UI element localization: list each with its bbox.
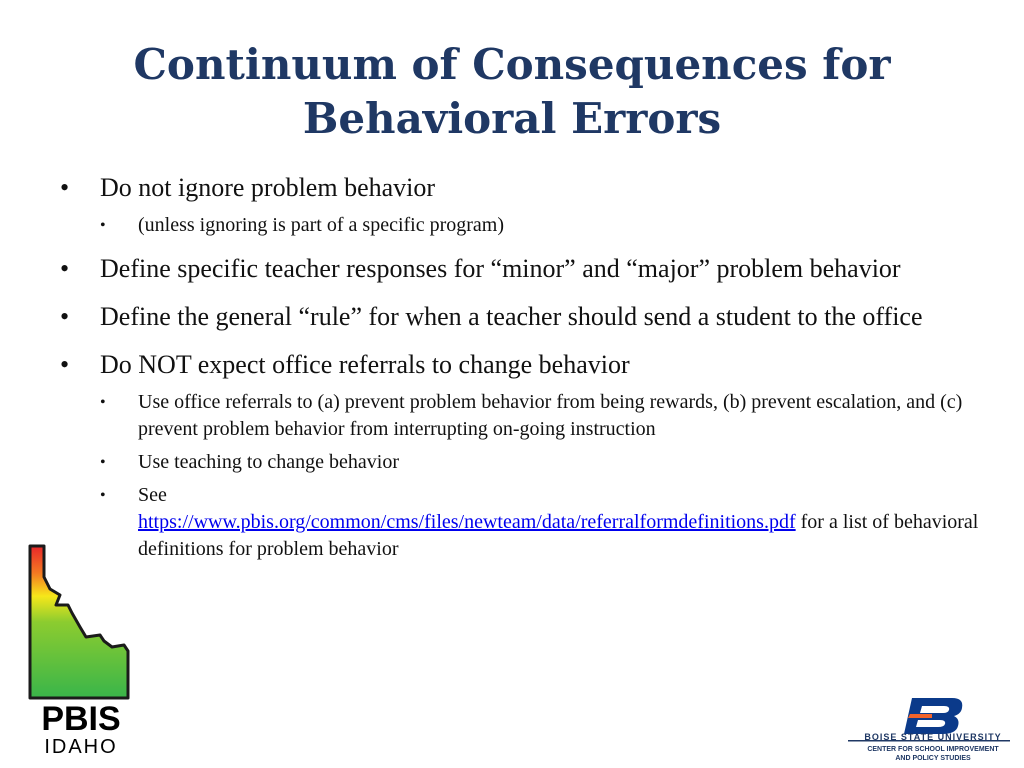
pbis-logo-text: PBIS	[41, 700, 121, 738]
sub-bullet-dot-icon: •	[100, 217, 106, 234]
bullet-text: Define specific teacher responses for “minor” and “major” problem behavior	[100, 254, 901, 283]
slide-title	[0, 38, 1024, 146]
bullet-text: Do NOT expect office referrals to change behavior	[100, 350, 630, 379]
bullet-dot-icon: •	[60, 254, 70, 283]
sub-bullet-list	[100, 389, 1010, 563]
bullet-list	[60, 170, 1010, 563]
sub-bullet-item	[100, 482, 1010, 563]
sub-bullet-list	[100, 212, 1010, 239]
idaho-logo-text: IDAHO	[44, 736, 118, 758]
sub-bullet-item	[100, 449, 1010, 476]
referral-definitions-link[interactable]: https://www.pbis.org/common/cms/files/newteam/data/referralformdefinitions.pdf	[138, 511, 796, 533]
sub-bullet-item	[100, 212, 1010, 239]
bullet-item	[60, 170, 1010, 239]
bullet-item	[60, 299, 1010, 335]
sub-bullet-dot-icon: •	[100, 454, 106, 471]
see-suffix: for a list of behavioral definitions for problem behavior	[138, 511, 979, 560]
bullet-text: Define the general “rule” for when a teacher should send a student to the office	[100, 302, 923, 331]
bullet-dot-icon: •	[60, 302, 70, 331]
see-prefix: See	[138, 484, 167, 506]
bsu-name-text: BOISE STATE UNIVERSITY	[864, 732, 1002, 742]
bullet-text: Do not ignore problem behavior	[100, 173, 436, 202]
idaho-state-shape-icon	[30, 546, 128, 698]
bullet-dot-icon: •	[60, 173, 70, 202]
sub-bullet-dot-icon: •	[100, 487, 106, 504]
bullet-dot-icon: •	[60, 350, 70, 379]
bullet-item	[60, 251, 1010, 287]
bsu-center-line-2: AND POLICY STUDIES	[895, 755, 971, 762]
bullet-item	[60, 347, 1010, 563]
sub-bullet-text: Use teaching to change behavior	[138, 451, 400, 473]
slide-body	[60, 170, 1010, 575]
title-line-2: Behavioral Errors	[302, 94, 722, 143]
sub-bullet-dot-icon: •	[100, 394, 106, 411]
boise-state-logo	[840, 694, 1018, 764]
sub-bullet-text: (unless ignoring is part of a specific program)	[138, 214, 505, 236]
bsu-center-line-1: CENTER FOR SCHOOL IMPROVEMENT	[867, 746, 999, 753]
sub-bullet-item	[100, 389, 1010, 443]
sub-bullet-text: Use office referrals to (a) prevent problem behavior from being rewards, (b) prevent escalation, and (c) prevent problem behavior from interrupting on-going instruction	[138, 391, 963, 440]
title-line-1: Continuum of Consequences for	[133, 40, 891, 89]
